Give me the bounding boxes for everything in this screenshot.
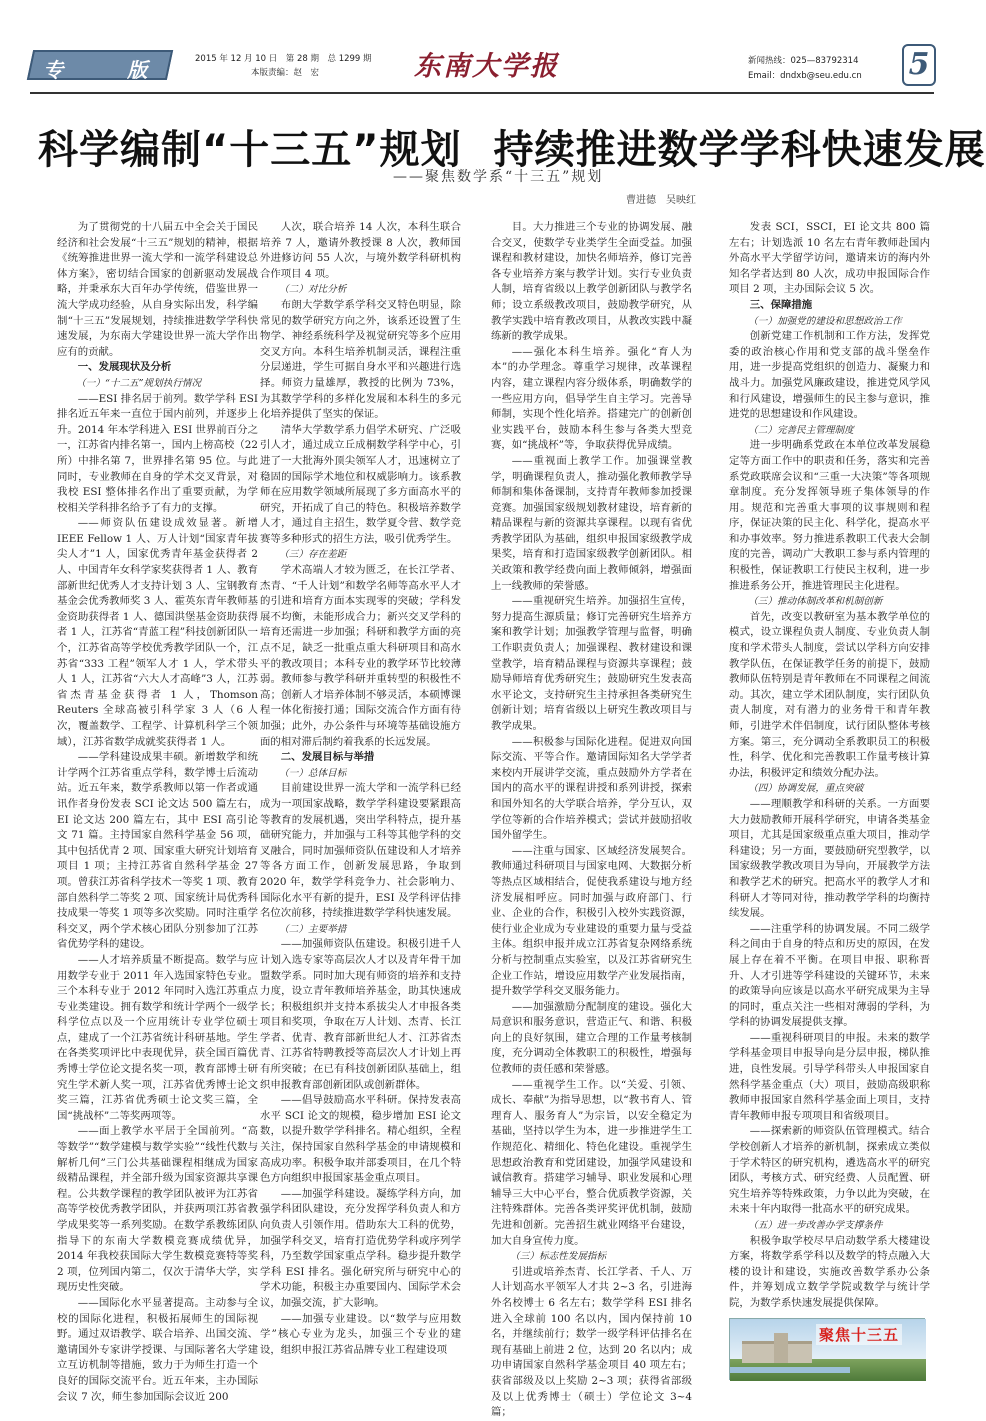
paragraph: 积极争取学校尽早启动数学系大楼建设方案，将数学系学科以及数学的特点融入大楼的设计和建设，实施改善数学系办公条件，并筹划成立数学学院或数学与统计学院，为数学系快速发展提供保障。 — [729, 1234, 930, 1309]
section-heading: 三、保障措施 — [749, 298, 813, 311]
editor-line: 本版责编：赵 宏 — [251, 68, 320, 78]
text-column-1 — [57, 220, 258, 1403]
paragraph: ——加强激励分配制度的建设。强化大局意识和服务意识，营造正气、和谐、积极向上的良好氛围，建立合理的工作量考核制度，充分调动全体教职工的积极性，增强每位教师的责任感和荣誉感。 — [491, 1000, 692, 1076]
paragraph: 目。大力推进三个专业的协调发展、融合交叉，使数学专业类学生全面受益。加强课程和教材建设，加快名师培养，修订完善各专业培养方案与教学计划。实行专业负责人制，培育省级以上教学创新团队与教学名师；设立系级教改项目，鼓励教学研究，从教学实践中培育教改项目，从教改实践中凝练新的教学成果。 — [491, 221, 692, 343]
email-address: Email：dndxb@seu.edu.cn — [748, 71, 862, 81]
section-heading: （三）标志性发展指标 — [510, 1251, 607, 1263]
paragraph: 布朗大学数学系学科交叉特色明显，除常见的数学研究方向之外，该系还设置了生物学、神经系统科学及视觉研究等多个应用交叉方向。本科生培养机制灵活，课程注重分层递进，学生可据自身水平和兴趣进行选择。师资力量雄厚，教授的比例为 73%，为其数学学科的多样化发展和本科生的多元化培养提供了坚实的保证。 — [260, 298, 461, 421]
issue-info — [195, 52, 372, 80]
paper-name: 东南大学报 — [414, 51, 559, 82]
section-char-2: 版 — [127, 58, 148, 82]
paragraph: 人次，联合培养 14 人次，本科生联合培养 7 人，邀请外教授课 8 人次，教师国外进修访问 55 人次，与境外数学科研机构合作项目 4 项。 — [260, 221, 461, 280]
paragraph: ——ESI 排名居于前列。数学学科 ESI 排名近五年来一直位于国内前列，并逐步上升。2014 年本学科进入 ESI 世界前百分之一，江苏省内排名第一，国内上榜高校（22 所）中排名第 7，世界排名第 95 位。与此同时，专业教师在自身的学术交叉背景，对我校 ESI 整体排名作出了重要贡献，为学校相关学科排名给予了有力的支撑。 — [57, 392, 258, 514]
paragraph: 清华大学数学系力倡学术研究、广泛吸引人才，通过成立丘成桐数学科学中心，引进了一大批海外顶尖领军人才，迅速树立了稳固的国际学术地位和权威影响力。该系教师在应用数学领域所展现了多方面高水平的研究，开拓成了自己的特色。积极培养数学人才，通过自主招生，数学夏令营、数学竞赛等多种形式的招生方法，吸引优秀学生。 — [260, 423, 461, 545]
paragraph: ——加强专业建设。以“数学与应用数学”核心专业为龙头，加强三个专业的建设，组织申报江苏省品牌专业工程建设项 — [260, 1312, 461, 1356]
campus-photo — [729, 1318, 925, 1380]
paragraph: ——重视面上教学工作。加强课堂教学，明确课程负责人，推动强化教师教学导师制和集体备课制，支持青年教师参加授课竞赛。加强国家级规划教材建设，培育新的精品课程与新的资源共享课程。以现有省优秀教学团队为基础，组织申报国家级教学成果奖，培育和打造国家级教学创新团队。相关政策和教学经费向面上教师倾斜，增强面上一线教师的荣誉感。 — [491, 454, 692, 592]
page-number: 5 — [902, 44, 936, 86]
paragraph: ——理顺教学和科研的关系。一方面要大力鼓励教师开展科学研究，申请各类基金项目，尤其是国家级重点重大项目，推动学科建设；另一方面，要鼓励研究型教学，以国家级教学教改项目为导向，开展教学方法和教学艺术的研究。把高水平的教学人才和科研人才等同对待，推动教学学科的均衡持续发展。 — [729, 797, 930, 920]
paragraph: ——重视研究生培养。加强招生宣传，努力提高生源质量；修订完善研究生培养方案和教学计划；加强教学管理与监督，明确工作职责负责人；加强课程、教材建设和课堂教学，培育精品课程与资源共享课程；鼓励导师培育优秀研究生；鼓励研究生发表高水平论文，支持研究生主持承担各类研究生创新计划；培育省级以上研究生教改项目与教学成果。 — [491, 595, 692, 732]
paragraph: 进一步明确系党政在本单位改革发展稳定等方面工作中的职责和任务，落实和完善系党政联席会议和“三重一大决策”等各项规章制度。充分发挥领导班子集体领导的作用。规范和完善重大事项的议事规则和程序，保证决策的民主化、科学化，提高水平和办事效率。努力推进系教职工代表大会制度的完善，调动广大教职工参与系内管理的积极性，保证教职工行使民主权利，进一步推进系务公开，推进管理民主化进程。 — [729, 439, 930, 592]
paragraph: ——学科建设成果丰硕。新增数学和统计学两个江苏省重点学科，数学博士后流动站。近五年来，数学系教师以第一作者或通讯作者身份发表 SCI 论文达 500 篇左右，EI 论文达 200 篇左右，其中 ESI 高引论文 71 篇。主持国家自然科学基金 56 项，其中包括优青 2 项、国家重大研究计划培育项目 1 项；主持江苏省自然科学基金 27 项。曾获江苏省科学技术一等奖 1 项、教育部自然科学二等奖 2 项、国家统计局优秀科技成果一等奖 1 项等多次奖励。同时注重学科交叉，两个学术核心团队分别参加了江苏省优势学科的建设。 — [57, 751, 258, 951]
paragraph: 创新党建工作机制和工作方法，发挥党委的政治核心作用和党支部的战斗堡垒作用，进一步提高党组织的创造力、凝聚力和战斗力。加强党风廉政建设，推进党风学风和行风建设，增强师生的民主参与意识，推进党的思想建设和作风建设。 — [729, 330, 930, 421]
paragraph: ——强化本科生培养。强化“育人为本”的办学理念。尊重学习规律，改革课程内容，建立课程内容分级体系，明确数学的一些应用方向，倡导学生自主学习。完善导师制，实现个性化培养。搭建完广的创新创业实践平台，鼓励本科生参与各类大型竞赛，如“挑战杯”等，争取获得优异成绩。 — [491, 345, 692, 452]
contact-info — [748, 54, 862, 84]
section-heading: （二）对比分析 — [279, 284, 347, 296]
paragraph: ——重视科研项目的申报。未来的数学学科基金项目申报导向是分层申报，梯队推进，良性发展。引导学科带头人申报国家自然科学基金重点（大）项目，鼓励高级职称教师申报国家自然科学基金面上项目，支持青年教师申报专项项目和省级项目。 — [729, 1031, 930, 1122]
section-tab — [27, 50, 173, 80]
paragraph: ——加强学科建设。凝练学科方向，加强学科团队建设，充分发挥学科负责人和方向负责人引领作用。借助东大工科的优势，加强学科交叉，培育打造优势学科或序列学科，乃至数学国家重点学科。稳步提升数学学科 ESI 排名。强化研究所与研究中心的学术功能，积极主办重要国内、国际学术会议，加强交流，扩大影响。 — [260, 1187, 461, 1309]
article-subtitle: ——聚焦数学系“十三五”规划 — [393, 169, 604, 185]
photo-caption: 聚焦十三五 — [816, 1324, 902, 1345]
text-column-3 — [491, 220, 692, 1419]
section-heading: 二、发展目标与举措 — [280, 751, 375, 764]
article-byline: 曹进德 吴映红 — [626, 195, 696, 206]
section-heading: （三）存在差距 — [279, 549, 347, 561]
section-heading: （二）完善民主管理制度 — [748, 424, 854, 436]
title-part-1: 科学编制“十三五”规划 — [38, 127, 462, 173]
article-body — [57, 220, 937, 1419]
news-hotline: 新闻热线：025—83792314 — [748, 56, 859, 66]
section-heading: （一）总体目标 — [279, 767, 347, 779]
text-column-2 — [260, 220, 461, 1370]
section-heading: （三）推动体制改革和机制创新 — [748, 596, 883, 608]
paragraph: 目前建设世界一流大学和一流学科已经成为一项国家战略，数学学科建设要紧跟高等教育的发展机遇，突出学科特点，提升基础研究能力，并加强与工科等其他学科的交叉融合，同时加强师资队伍建设和人才培养等各方面工作，创新发展思路，争取到 2020 年，数学学科竞争力、社会影响力、国际化水平有新的提升，ESI 及学科评估排名位次前移，持续推进数学学科快速发展。 — [260, 782, 461, 920]
paragraph: ——倡导鼓励高水平科研。保持发表高水平 SCI 论文的规模，稳步增加 ESI 论文数，以提升数学学科排名。精心组织，全程关注，保持国家自然科学基金的申请规模和高成功率。积极争取并部委项目，在几个特色方向组织申报国家基金重点项目。 — [260, 1094, 461, 1185]
paragraph: ——师资队伍建设成效显著。新增 IEEE Fellow 1 人、万人计划“国家青年拔尖人才”1 人，国家优秀青年基金获得者 2 人、中国青年女科学家奖获得者 1 人、教育部新世纪优秀人才支持计划 3 人、宝钢教育基金会优秀教师奖 3 人、霍英东青年教师基金资助获得者 1 人、德国洪堡基金资助获得者 1 人，江苏省“青蓝工程”科技创新团队一个，江苏省高等学校优秀教学团队一个，江苏省“333 工程”领军人才 1 人，学术带头人 1 人，江苏省“六大人才高峰”3 人，江苏省杰青基金获得者 1 人，Thomson Reuters 全球高被引科学家 3 人（6 人次，覆盖数学、工程学、计算机科学三个领域），江苏省数学成就奖获得者 1 人。 — [57, 517, 258, 748]
paragraph: ——重视学生工作。以“关爱、引领、成长、奉献”为指导思想，以“教书育人、管理育人、服务育人”为宗旨，以安全稳定为基础，坚持以学生为本，进一步推进学生工作规范化、精细化、特色化建设。重视学生思想政治教育和党团建设，加强学风建设和诚信教育。搭建学习辅导、职业发展和心理辅导三大中心平台，整合优质教学资源，关注特殊群体。完善各类评奖评优机制，鼓励先进和创新。完善招生就业网络平台建设，加大自身宣传力度。 — [491, 1078, 692, 1247]
paragraph: 引进或培养杰青、长江学者、千人、万人计划高水平领军人才共 2~3 名，引进海外名校博士 6 名左右；数学学科 ESI 排名进入全球前 100 名以内，国内保持前 10 名，并继续前行；数学一级学科评估排名在现有基础上前进 2 位，达到 20 名以内；成功申请国家自然科学基金项目 40 项左右；获省部级及以上奖励 2~3 项；获得省部级及以上优秀博士（硕士）学位论文 3~4 篇； — [491, 1265, 692, 1419]
section-heading: 一、发展现状及分析 — [77, 361, 172, 374]
paragraph: 发表 SCI，SSCI，EI 论文共 800 篇左右；计划选派 10 名左右青年教师赴国内外高水平大学留学访问，邀请来访的海内外知名学者达到 80 人次，成功申报国际合作项目 2 项，主办国际会议 5 次。 — [729, 221, 930, 296]
paragraph: ——国际化水平显著提高。主动参与全校的国际化进程，积极拓展师生的国际视野。通过双语教学、联合培养、出国交流、邀请国外专家讲学授课、与国际著名大学建立互访机制等措施，致力于为师生打造一个良好的国际交流平台。近五年来，主办国际会议 7 次，师生参加国际会议近 200 — [57, 1296, 258, 1403]
section-char-1: 专 — [43, 58, 64, 82]
section-heading: （二）主要举措 — [279, 923, 347, 935]
section-heading: （一）“十二五”规划执行情况 — [76, 377, 202, 389]
photo-water — [730, 1367, 850, 1373]
paragraph: ——面上教学水平居于全国前列。“高等数学”“数学建模与数学实验”“线性代数与解析几何”三门公共基础课程相继成为国家级精品课程，并全部升级为国家资源共享课程。公共数学课程的教学团队被评为江苏省高等学校优秀教学团队，并获两项江苏省教学成果奖等一系列奖励。在数学系教练团队指导下的东南大学数模竞赛成绩优异，2014 年我校获国际大学生数模竞赛特等奖 2 项，位列国内第二，仅次于清华大学，实现历史性突破。 — [57, 1125, 258, 1294]
photo-tower — [774, 1333, 788, 1363]
section-heading: （一）加强党的建设和思想政治工作 — [748, 315, 902, 327]
paragraph: ——人才培养质量不断提高。数学与应用数学专业于 2011 年入选国家特色专业。三个本科专业于 2012 年同时入选江苏重点专业类建设。拥有数学和统计学两个一级学科学位点以及一个应用统计专业学位硕士点，建成了一个江苏省统计科研基地。学生在各类奖项评比中表现优异，获全国百篇优秀博士学位论文提名奖一项，教育部博士研究生学术新人奖一项，江苏省优秀博士论文奖三篇，江苏省优秀硕士论文奖三篇，全国“挑战杯”二等奖两项等。 — [57, 953, 258, 1122]
paragraph: 首先，改变以教研室为基本教学单位的模式，设立课程负责人制度、专业负责人制度和学术带头人制度，尝试以学科方向安排教学队伍，在保证教学任务的前提下，鼓励教师队伍特别是青年教师在不同课程之间流动。其次，建立学术团队制度，实行团队负责人制度，对有潜力的业务骨干和青年教师，引进学术伴侣制度，试行团队整体考核方案。第三，充分调动全系教职员工的积极性，科学、优化和完善教职工作量考核计算办法，积极评定和绩效分配办法。 — [729, 610, 930, 779]
title-part-2: 持续推进数学学科快速发展 — [493, 127, 986, 173]
paragraph: ——积极参与国际化进程。促进双向国际交流、平等合作。邀请国际知名大学学者来校内开展讲学交流，重点鼓励外方学者在国内的高水平的课程讲授和系列讲授，探索和国外知名的大学联合培养，学分互认，双学位等新的合作培养模式；尝试并鼓励招收国外留学生。 — [491, 735, 692, 842]
section-heading: （五）进一步改善办学支撑条件 — [748, 1220, 883, 1231]
paragraph: ——注重学科的协调发展。不同二级学科之间由于自身的特点和历史的原因，在发展上存在着不平衡。在项目申报、职称晋升、人才引进等学科建设的关键环节，未来的政策导向应该是以高水平研究成果为主导的同时，重点关注一些相对薄弱的学科，为学科的协调发展提供支撑。 — [729, 922, 930, 1029]
masthead-rule — [30, 92, 934, 94]
masthead — [30, 44, 934, 88]
paragraph: ——探索新的师资队伍管理模式。结合学校创新人才培养的新机制，探索成立类似于学术特区的研究机构，遴选高水平的研究团队，考核方式、研究经费、人员配置、研究生培养等特殊政策，力争以此为突破，在未来十年内取得一批高水平的研究成果。 — [729, 1125, 930, 1216]
paragraph: 学术高端人才较为匮乏，在长江学者、杰青、“千人计划”和数学名师等高水平人才的引进和培育方面本实现零的突破；学科发展不均衡，未能形成合力；新兴交叉学科的培育还需进一步加强；科研和教学方面的亮点不足，缺乏一批重点重大科研项目和高水平的教改项目；本科专业的教学环节比较薄弱。教师参与教学科研并重转型的积极性不高；创新人才培养体制不够灵活，本硕博课程一体化衔接打通；国际交流合作方面有待加强；此外，办公条件与环境等基础设施方面的相对滞后制约着我系的长远发展。 — [260, 564, 461, 748]
paragraph: ——加强师资队伍建设。积极引进千人计划入选专家等高层次人才以及青年骨干加盟数学系。同时加大现有师资的培养和支持力度，设立青年教师培养基金，助其快速成长；积极组织并支持本系拔尖人才申报各类项目和奖项，争取在万人计划、杰青、长江学者、优青、教育部新世纪人才、江苏省杰青、江苏省特聘教授等高层次人才计划上再有所突破；在已有科技创新团队基础上，组织申报教育部创新团队或创新群体。 — [260, 938, 461, 1091]
section-heading: （四）协调发展，重点突破 — [748, 783, 864, 795]
text-column-4 — [729, 220, 930, 1310]
issue-date-line: 2015 年 12 月 10 日 第 28 期 总 1299 期 — [195, 54, 372, 64]
paragraph: ——注重与国家、区域经济发展契合。教师通过科研项目与国家电网、大数据分析等热点区域相结合，促使我系建设与地方经济发展相呼应。同时加强与政府部门、行业、企业的合作，积极引入校外实践资源，使行业企业成为专业建设的重要力量与受益主体。组织申报并成立江苏省复杂网络系统分析与控制重点实验室，以及江苏省研究生企业工作站，增设应用数学产业发展指南，提升数学学科交叉服务能力。 — [491, 844, 692, 998]
paragraph: 为了贯彻党的十八届五中全会关于国民经济和社会发展“十三五”规划的精神，根据《统筹推进世界一流大学和一流学科建设总体方案》，密切结合国家的创新驱动发展战略，并秉承东大百年办学传统，借鉴世界一流大学成功经验，从自身实际出发，科学编制“十三五”发展规划，持续推进数学学科快速发展，为东南大学建设世界一流大学作出应有的贡献。 — [57, 221, 258, 358]
